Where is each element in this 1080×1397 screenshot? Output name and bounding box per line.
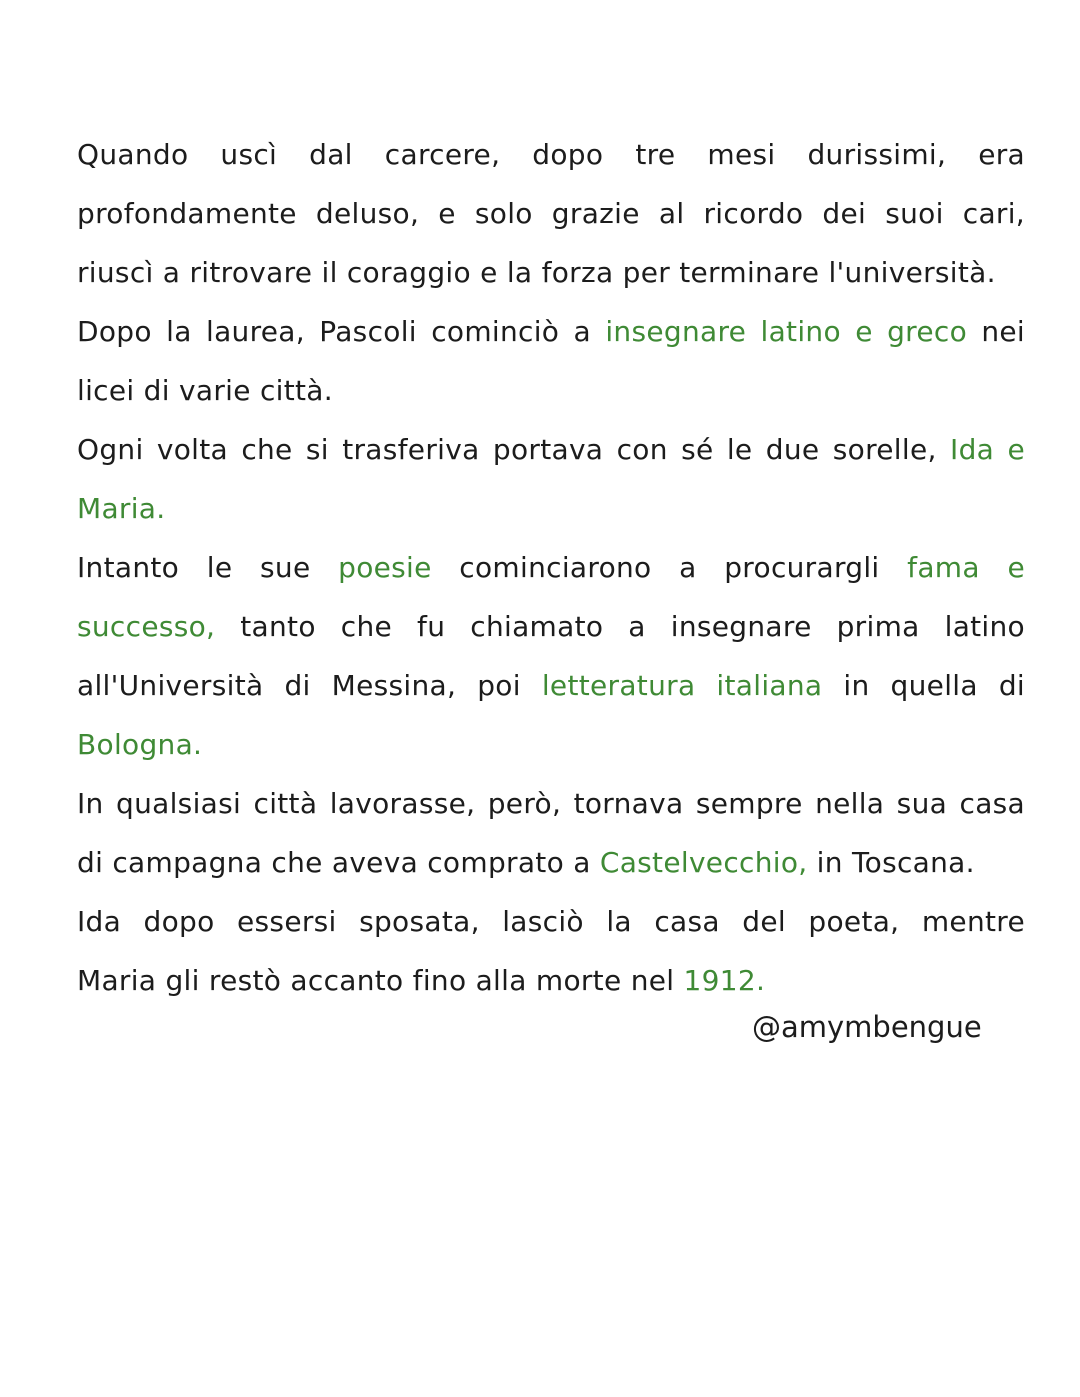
handwritten-notes-body	[77, 125, 1025, 1010]
highlighted-text: Ida e	[950, 433, 1025, 466]
highlighted-text: 1912.	[683, 964, 766, 997]
highlighted-text: poesie	[338, 551, 432, 584]
note-line	[77, 420, 1025, 479]
note-line	[77, 125, 1025, 184]
highlighted-text: Castelvecchio,	[599, 846, 808, 879]
note-line	[77, 892, 1025, 951]
note-text: licei di varie città.	[77, 374, 333, 407]
note-text: in Toscana.	[807, 846, 975, 879]
note-line	[77, 302, 1025, 361]
note-line	[77, 715, 1025, 774]
note-line	[77, 833, 1025, 892]
note-text: riuscì a ritrovare il coraggio e la forza per terminare l'università.	[77, 256, 996, 289]
note-text: cominciarono a procurargli	[431, 551, 908, 584]
note-text: Dopo la laurea, Pascoli cominciò a	[77, 315, 606, 348]
highlighted-text: insegnare latino e greco	[605, 315, 968, 348]
note-line	[77, 361, 1025, 420]
note-line	[77, 774, 1025, 833]
note-text: Ogni volta che si trasferiva portava con sé le due sorelle,	[77, 433, 951, 466]
note-text: In qualsiasi città lavorasse, però, tornava sempre nella sua casa	[77, 787, 1025, 820]
note-line	[77, 656, 1025, 715]
note-line	[77, 243, 1025, 302]
note-line	[77, 597, 1025, 656]
note-text: Quando uscì dal carcere, dopo tre mesi durissimi, era	[77, 138, 1025, 171]
note-text: profondamente deluso, e solo grazie al ricordo dei suoi cari,	[77, 197, 1025, 230]
note-text: tanto che fu chiamato a insegnare prima latino	[215, 610, 1025, 643]
highlighted-text: Bologna.	[77, 728, 203, 761]
note-text: in quella di	[822, 669, 1025, 702]
note-line	[77, 538, 1025, 597]
note-line	[77, 479, 1025, 538]
note-line	[77, 951, 1025, 1010]
note-text: Ida dopo essersi sposata, lasciò la casa del poeta, mentre	[77, 905, 1025, 938]
note-text: di campagna che aveva comprato a	[77, 846, 600, 879]
note-text: Maria gli restò accanto fino alla morte nel	[77, 964, 684, 997]
highlighted-text: successo,	[77, 610, 216, 643]
highlighted-text: letteratura italiana	[541, 669, 823, 702]
note-text: nei	[967, 315, 1025, 348]
author-signature: @amymbengue	[752, 1010, 982, 1044]
note-text: Intanto le sue	[77, 551, 339, 584]
highlighted-text: fama e	[907, 551, 1025, 584]
highlighted-text: Maria.	[77, 492, 166, 525]
note-line	[77, 184, 1025, 243]
note-text: all'Università di Messina, poi	[77, 669, 542, 702]
